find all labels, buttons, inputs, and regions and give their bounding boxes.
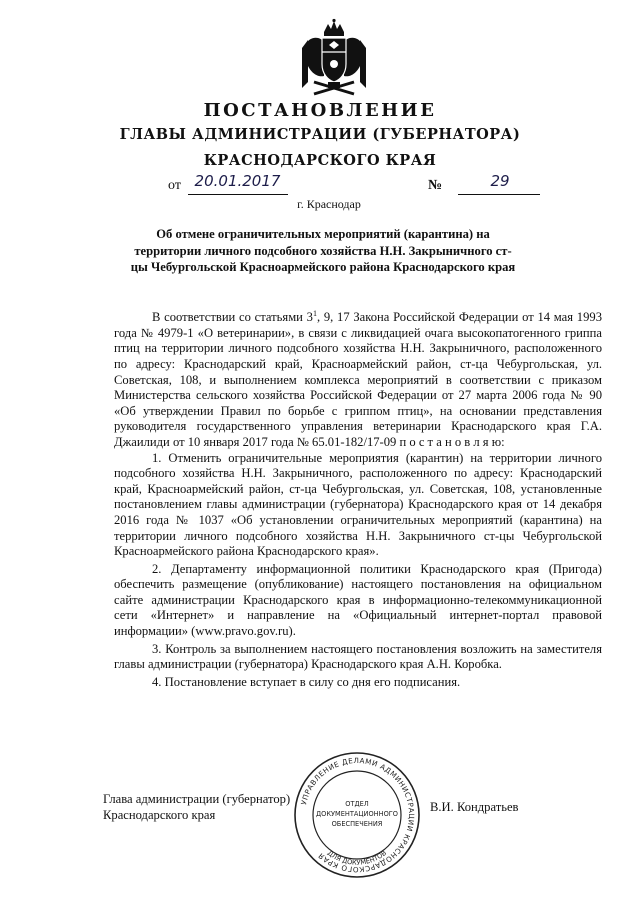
official-stamp	[290, 748, 424, 882]
clause-3: 3. Контроль за выполнением настоящего постановления возложить на заместителя главы администрации (губернатора) Краснодарского края А.Н. Коробка.	[114, 641, 602, 672]
coat-of-arms-icon	[300, 18, 368, 96]
preamble-paragraph: В соответствии со статьями $3^1$, 9, 17 Закона Российской Федерации от 14 мая 1993 года № 4979-1 «О ветеринарии», в связи с ликвидацией очага высокопатогенного гриппа птиц на территории личного подсобного хозяйства Н.Н. Закрыничного, расположенного по адресу: Краснодарский край, Красноармейский район, ст-ца Чебургольская, ул. Советская, 108, и выполнением комплекса мероприятий в соответствии с приказом Министерства сельского хозяйства Российской Федерации от 27 марта 2006 года № 90 «Об утверждении Правил по борьбе с гриппом птиц», на основании представления руководителя государственного управления ветеринарии Краснодарского края Г.А. Джаилиди от 10 января 2017 года № 65.01-182/17-09 п о с т а н о в л я ю:	[114, 309, 602, 449]
clause-1: 1. Отменить ограничительные мероприятия (карантин) на территории личного подсобного хозяйства Н.Н. Закрыничного, расположенного по адресу: Краснодарский край, Красноармейский район, ст-ца Чебургольская, ул. Советская, 108, установленные постановлением главы администрации (губернатора) Краснодарского края от 14 декабря 2016 года № 1037 «Об установлении ограничительных мероприятий (карантина) на территории личного подсобного хозяйства Н.Н. Закрыничного ст-цы Чебургольской Красноармейского района Краснодарского края».	[114, 450, 602, 559]
stamp-center-line2: ДОКУМЕНТАЦИОННОГО	[316, 810, 398, 818]
article-superscript: 1	[312, 309, 317, 318]
decree-body	[114, 306, 602, 690]
city-line: г. Краснодар	[297, 197, 361, 211]
decree-subject: Об отмене ограничительных мероприятий (карантина) на территории личного подсобного хозяйства Н.Н. Закрыничного ст-цы Чебургольской Красноармейского района Краснодарского края	[130, 227, 516, 274]
date-label: от	[168, 178, 181, 193]
number-label: №	[428, 178, 443, 193]
number-underline	[458, 194, 540, 195]
handwritten-number: 29	[490, 172, 510, 190]
signatory-position-line2: Краснодарского края	[103, 808, 216, 822]
signatory-name: В.И. Кондратьев	[430, 800, 519, 814]
document-type-title: ПОСТАНОВЛЕНИЕ	[203, 100, 437, 121]
stamp-center-line3: ОБЕСПЕЧЕНИЯ	[331, 820, 383, 828]
region-line: КРАСНОДАРСКОГО КРАЯ	[203, 152, 437, 169]
stamp-bottom-text: ДЛЯ ДОКУМЕНТОВ	[325, 848, 389, 867]
issuer-line: ГЛАВЫ АДМИНИСТРАЦИИ (ГУБЕРНАТОРА)	[119, 126, 521, 143]
clause-4: 4. Постановление вступает в силу со дня его подписания.	[152, 674, 461, 689]
clause-2: 2. Департаменту информационной политики Краснодарского края (Пригода) обеспечить размещение (опубликование) настоящего постановления на официальном сайте администрации Краснодарского края в информационно-телекоммуникационной сети «Интернет» и направление на «Официальный интернет-портал правовой информации» (www.pravo.gov.ru).	[114, 561, 602, 639]
stamp-ring-text: УПРАВЛЕНИЕ ДЕЛАМИ АДМИНИСТРАЦИИ КРАСНОДАРСКОГО КРАЯ	[299, 755, 417, 875]
handwritten-date: 20.01.2017	[194, 172, 281, 190]
stamp-center-line1: ОТДЕЛ	[345, 800, 369, 808]
date-underline	[188, 194, 288, 195]
signatory-position-line1: Глава администрации (губернатор)	[103, 792, 291, 806]
